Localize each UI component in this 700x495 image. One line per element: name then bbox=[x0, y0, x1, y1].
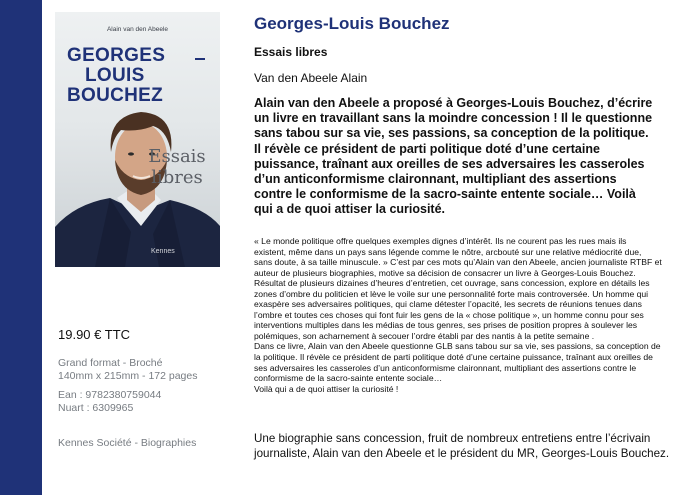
tagline-line: journaliste, Alain van den Abeele et le président du MR, Georges-Louis Bouchez. bbox=[254, 446, 670, 460]
format-line: Grand format - Broché bbox=[58, 357, 163, 369]
price: 19.90 € TTC bbox=[58, 327, 131, 342]
tagline-line: Une biographie sans concession, fruit de nombreux entretiens entre l’écrivain bbox=[254, 432, 651, 445]
body-line: polémiques, son acharnement à secouer l’ordre établi par des nantis à la petite semaine . bbox=[254, 330, 595, 341]
cover-author-name: Alain van den Abeele bbox=[106, 26, 169, 33]
dimensions-line: 140mm x 215mm - 172 pages bbox=[58, 370, 198, 382]
pitch-line: puissance, traînant aux oreilles de ses adversaires les casseroles bbox=[254, 156, 645, 171]
cover-title-line: GEORGES bbox=[67, 45, 166, 66]
body-line: Résultat de plusieurs dizaines d’heures d’entretien, cet ouvrage, sans concession, explore en détails les bbox=[254, 278, 650, 289]
book-cover-image bbox=[55, 12, 220, 267]
body-line: la politique. Il révèle ce président de parti politique doté d’une certaine puissance, traînant aux oreilles de bbox=[254, 352, 653, 363]
cover-title-line: BOUCHEZ bbox=[67, 85, 164, 106]
cover-subtitle-line: Essais bbox=[148, 146, 206, 167]
body-line: Voilà qui a de quoi attiser la curiosité ! bbox=[254, 383, 399, 394]
body-line: l’ombre et toutes ces choses qui font fuir les gens de la « chose politique », un homme connu pour ses bbox=[254, 309, 644, 320]
cover-title-dash bbox=[195, 58, 205, 60]
body-line: sans doute, à sa taille minuscule. » C’est par ces mots qu’Alain van den Abeele, ancien journaliste RTBF et bbox=[254, 257, 662, 268]
body-line: ses adversaires les casseroles d’un anticonformisme claironnant, multipliant des assertions contre le bbox=[254, 362, 637, 373]
body-line: auteur de plusieurs biographies, motive sa décision de consacrer un livre à Georges-Louis Bouchez. bbox=[254, 267, 636, 278]
cover-subtitle bbox=[142, 146, 212, 188]
ean-code: Ean : 9782380759044 bbox=[58, 389, 162, 401]
body-line: exaspère ses adversaires politiques, qui clame détester l’opacité, les secrets de réunions tenues dans bbox=[254, 299, 642, 310]
body-line: interventions multiples dans les médias de tous genres, ses prises de position propres à soulever les bbox=[254, 320, 638, 331]
cover-publisher-logo: Kennes bbox=[151, 248, 175, 255]
body-line: zones d’ombre du politicien et lève le voile sur une personnalité forte mais controversée. Un homme qui bbox=[254, 288, 649, 299]
format-info bbox=[58, 357, 197, 383]
description-body bbox=[254, 236, 682, 394]
body-line: existent, même dans un pays sans légende comme le nôtre, arcbouté sur une relative médiocrité due, bbox=[254, 246, 642, 257]
cover-title bbox=[67, 46, 217, 106]
body-line: Dans ce livre, Alain van den Abeele questionne GLB sans tabou sur sa vie, ses passions, sa conception de bbox=[254, 341, 661, 352]
body-line: « Le monde politique offre quelques exemples dignes d’intérêt. Ils ne courent pas les rues mais ils bbox=[254, 236, 627, 246]
left-accent-bar bbox=[0, 0, 42, 495]
collection-name: Essais libres bbox=[254, 45, 328, 59]
author-name: Van den Abeele Alain bbox=[254, 71, 368, 85]
pitch-line: sans tabou sur sa vie, ses passions, sa conception de la politique. bbox=[254, 126, 649, 141]
nuart-code: Nuart : 6309965 bbox=[58, 402, 134, 414]
tagline bbox=[254, 432, 684, 461]
cover-title-line: LOUIS bbox=[85, 65, 145, 86]
pitch-line: d’un anticonformisme claironnant, multipliant des assertions bbox=[254, 172, 617, 187]
pitch-line: un livre en travaillant sans la moindre concession ! Il le questionne bbox=[254, 111, 653, 126]
body-line: conformisme de la sacro-sainte entente sociale… bbox=[254, 373, 443, 384]
pitch-line: contre le conformisme de la sacro-sainte entente sociale… Voilà bbox=[254, 187, 636, 202]
identifiers bbox=[58, 389, 161, 415]
cover-subtitle-line: libres bbox=[151, 167, 203, 188]
pitch-line: Alain van den Abeele a proposé à Georges-Louis Bouchez, d’écrire bbox=[254, 96, 653, 110]
pitch-line: Il révèle ce président de parti politique doté d’une certaine bbox=[254, 141, 600, 156]
category: Kennes Société - Biographies bbox=[58, 437, 197, 449]
pitch-line: qui a de quoi attiser la curiosité. bbox=[254, 202, 446, 217]
book-title: Georges-Louis Bouchez bbox=[254, 14, 450, 33]
pitch-paragraph bbox=[254, 96, 678, 218]
